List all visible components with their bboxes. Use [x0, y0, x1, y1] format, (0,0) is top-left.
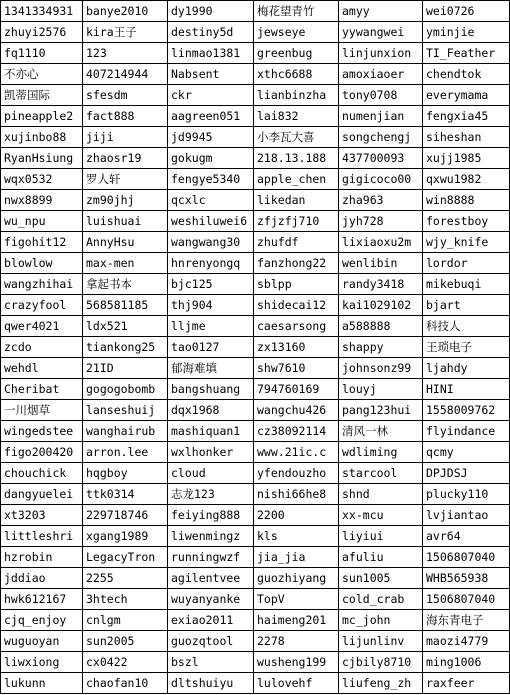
table-cell: a588888 [339, 316, 423, 337]
table-cell: chendtok [423, 64, 510, 85]
table-cell: 21ID [83, 358, 168, 379]
table-cell: likedan [254, 190, 339, 211]
table-cell: 1506807040 [423, 547, 510, 568]
table-cell: afuliu [339, 547, 423, 568]
table-cell: wanghairub [83, 421, 168, 442]
table-row [1, 358, 510, 379]
table-cell: bjart [423, 295, 510, 316]
table-cell: cjbily8710 [339, 652, 423, 673]
table-row [1, 85, 510, 106]
table-cell: zha963 [339, 190, 423, 211]
table-row [1, 232, 510, 253]
table-cell: chouchick [1, 463, 83, 484]
table-row [1, 43, 510, 64]
table-cell: 小李瓦大喜 [254, 127, 339, 148]
table-row [1, 631, 510, 652]
table-cell: forestboy [423, 211, 510, 232]
table-cell: 一川烟草 [1, 400, 83, 421]
table-row [1, 400, 510, 421]
table-cell: qwer4021 [1, 316, 83, 337]
table-cell: yfendouzho [254, 463, 339, 484]
table-cell: ming1006 [423, 652, 510, 673]
table-cell: amoxiaoer [339, 64, 423, 85]
table-cell: linmao1381 [168, 43, 254, 64]
table-row [1, 274, 510, 295]
table-cell: 清风一林 [339, 421, 423, 442]
table-cell: 1558009762 [423, 400, 510, 421]
table-cell: jyh728 [339, 211, 423, 232]
table-cell: wdliming [339, 442, 423, 463]
table-cell: avr64 [423, 526, 510, 547]
table-row [1, 568, 510, 589]
table-row [1, 169, 510, 190]
table-cell: jiji [83, 127, 168, 148]
table-cell: blowlow [1, 253, 83, 274]
table-cell: ljahdy [423, 358, 510, 379]
table-row [1, 253, 510, 274]
table-cell: dy1990 [168, 1, 254, 22]
table-cell: jddiao [1, 568, 83, 589]
table-cell: wuyanyanke [168, 589, 254, 610]
table-cell: wu_npu [1, 211, 83, 232]
table-cell: fanzhong22 [254, 253, 339, 274]
table-cell: qxwu1982 [423, 169, 510, 190]
table-cell: flyindance [423, 421, 510, 442]
table-cell: kira王子 [83, 22, 168, 43]
table-row [1, 547, 510, 568]
table-cell: mc_john [339, 610, 423, 631]
table-cell: fact888 [83, 106, 168, 127]
table-cell: dltshuiyu [168, 673, 254, 694]
table-cell: siheshan [423, 127, 510, 148]
table-cell: 123 [83, 43, 168, 64]
table-cell: yywangwei [339, 22, 423, 43]
table-cell: sun1005 [339, 568, 423, 589]
table-cell: 1506807040 [423, 589, 510, 610]
table-cell: 3htech [83, 589, 168, 610]
table-row [1, 211, 510, 232]
table-cell: chaofan10 [83, 673, 168, 694]
table-cell: pang123hui [339, 400, 423, 421]
table-cell: www.21ic.c [254, 442, 339, 463]
table-cell: banye2010 [83, 1, 168, 22]
table-cell: cz38092114 [254, 421, 339, 442]
table-row [1, 64, 510, 85]
table-cell: mashiquan1 [168, 421, 254, 442]
table-cell: littleshri [1, 526, 83, 547]
table-cell: xthc6688 [254, 64, 339, 85]
table-cell: hzrobin [1, 547, 83, 568]
table-row [1, 148, 510, 169]
table-cell: johnsonz99 [339, 358, 423, 379]
table-cell: guozhiyang [254, 568, 339, 589]
table-cell: lvjiantao [423, 505, 510, 526]
table-cell: 郁海难填 [168, 358, 254, 379]
table-cell: yminjie [423, 22, 510, 43]
table-row [1, 379, 510, 400]
table-cell: Cheribat [1, 379, 83, 400]
table-cell: gogogobomb [83, 379, 168, 400]
table-cell: tao0127 [168, 337, 254, 358]
table-cell: 407214944 [83, 64, 168, 85]
table-cell: shw7610 [254, 358, 339, 379]
table-cell: lianbinzha [254, 85, 339, 106]
table-cell: zhaosr19 [83, 148, 168, 169]
table-cell: 2278 [254, 631, 339, 652]
table-cell: lulovehf [254, 673, 339, 694]
table-cell: 梅花望青竹 [254, 1, 339, 22]
table-cell: xgang1989 [83, 526, 168, 547]
table-cell: gigicoco00 [339, 169, 423, 190]
table-cell: liyiui [339, 526, 423, 547]
table-cell: shnd [339, 484, 423, 505]
table-cell: 志龙123 [168, 484, 254, 505]
table-body [1, 1, 510, 694]
table-cell: lukunn [1, 673, 83, 694]
table-cell: jd9945 [168, 127, 254, 148]
table-cell: zhuyi2576 [1, 22, 83, 43]
table-cell: max-men [83, 253, 168, 274]
table-cell: qcmy [423, 442, 510, 463]
table-row [1, 190, 510, 211]
table-cell: kls [254, 526, 339, 547]
table-cell: gokugm [168, 148, 254, 169]
table-cell: linjunxion [339, 43, 423, 64]
table-cell: songchengj [339, 127, 423, 148]
table-cell: dangyuelei [1, 484, 83, 505]
table-cell: lixiaoxu2m [339, 232, 423, 253]
table-cell: wangzhihai [1, 274, 83, 295]
table-cell: apple_chen [254, 169, 339, 190]
table-row [1, 610, 510, 631]
table-cell: aagreen051 [168, 106, 254, 127]
table-row [1, 1, 510, 22]
table-cell: xujinbo88 [1, 127, 83, 148]
table-cell: hnrenyongq [168, 253, 254, 274]
table-cell: amyy [339, 1, 423, 22]
table-cell: wqx0532 [1, 169, 83, 190]
table-cell: agilentvee [168, 568, 254, 589]
table-cell: sun2005 [83, 631, 168, 652]
table-cell: wusheng199 [254, 652, 339, 673]
table-cell: sblpp [254, 274, 339, 295]
table-cell: luishuai [83, 211, 168, 232]
table-row [1, 463, 510, 484]
table-cell: DPJDSJ [423, 463, 510, 484]
table-cell: wjy_knife [423, 232, 510, 253]
table-cell: 科技人 [423, 316, 510, 337]
table-row [1, 295, 510, 316]
table-cell: zhufdf [254, 232, 339, 253]
table-cell: xujj1985 [423, 148, 510, 169]
table-cell: fq1110 [1, 43, 83, 64]
table-cell: hwk612167 [1, 589, 83, 610]
table-row [1, 337, 510, 358]
table-cell: fengxia45 [423, 106, 510, 127]
table-cell: figohit12 [1, 232, 83, 253]
table-cell: xt3203 [1, 505, 83, 526]
table-cell: thj904 [168, 295, 254, 316]
table-cell: lljme [168, 316, 254, 337]
table-cell: TI_Feather [423, 43, 510, 64]
table-cell: dqx1968 [168, 400, 254, 421]
table-cell: wehdl [1, 358, 83, 379]
table-cell: lordor [423, 253, 510, 274]
table-cell: 罗人轩 [83, 169, 168, 190]
table-cell: wxlhonker [168, 442, 254, 463]
table-row [1, 526, 510, 547]
table-row [1, 106, 510, 127]
table-cell: haimeng201 [254, 610, 339, 631]
table-cell: 229718746 [83, 505, 168, 526]
table-cell: zcdo [1, 337, 83, 358]
table-cell: LegacyTron [83, 547, 168, 568]
table-cell: TopV [254, 589, 339, 610]
table-row [1, 484, 510, 505]
table-cell: guozqtool [168, 631, 254, 652]
table-cell: tiankong25 [83, 337, 168, 358]
table-cell: bangshuang [168, 379, 254, 400]
table-row [1, 442, 510, 463]
table-row [1, 505, 510, 526]
table-cell: louyj [339, 379, 423, 400]
table-cell: 海东青电子 [423, 610, 510, 631]
table-cell: numenjian [339, 106, 423, 127]
table-cell: tony0708 [339, 85, 423, 106]
table-cell: caesarsong [254, 316, 339, 337]
table-cell: liwenmingz [168, 526, 254, 547]
table-cell: zx13160 [254, 337, 339, 358]
table-cell: bszl [168, 652, 254, 673]
table-cell: lijunlinv [339, 631, 423, 652]
table-cell: 拿起书本 [83, 274, 168, 295]
table-cell: bjc125 [168, 274, 254, 295]
table-row [1, 127, 510, 148]
table-row [1, 673, 510, 694]
table-cell: hqgboy [83, 463, 168, 484]
table-cell: exiao2011 [168, 610, 254, 631]
table-cell: wuguoyan [1, 631, 83, 652]
table-cell: lanseshuij [83, 400, 168, 421]
table-cell: qcxlc [168, 190, 254, 211]
table-cell: 王琐电子 [423, 337, 510, 358]
table-cell: cjq_enjoy [1, 610, 83, 631]
table-cell: weshiluwei6 [168, 211, 254, 232]
table-cell: Nabsent [168, 64, 254, 85]
table-cell: fengye5340 [168, 169, 254, 190]
table-cell: ldx521 [83, 316, 168, 337]
table-cell: win8888 [423, 190, 510, 211]
table-cell: WHB565938 [423, 568, 510, 589]
table-cell: cold_crab [339, 589, 423, 610]
table-cell: cx0422 [83, 652, 168, 673]
table-cell: 437700093 [339, 148, 423, 169]
table-row [1, 652, 510, 673]
table-cell: jia_jia [254, 547, 339, 568]
table-cell: pineapple2 [1, 106, 83, 127]
table-cell: 不亦心 [1, 64, 83, 85]
table-cell: 2255 [83, 568, 168, 589]
table-cell: starcool [339, 463, 423, 484]
table-cell: 794760169 [254, 379, 339, 400]
table-cell: ttk0314 [83, 484, 168, 505]
table-cell: randy3418 [339, 274, 423, 295]
table-cell: 凯蒂国际 [1, 85, 83, 106]
table-cell: nishi66he8 [254, 484, 339, 505]
table-cell: greenbug [254, 43, 339, 64]
table-cell: 568581185 [83, 295, 168, 316]
table-cell: raxfeer [423, 673, 510, 694]
table-cell: shappy [339, 337, 423, 358]
table-cell: zfjzfj710 [254, 211, 339, 232]
table-cell: ckr [168, 85, 254, 106]
table-cell: everymama [423, 85, 510, 106]
table-cell: destiny5d [168, 22, 254, 43]
table-cell: liwxiong [1, 652, 83, 673]
table-cell: figo200420 [1, 442, 83, 463]
table-cell: liufeng_zh [339, 673, 423, 694]
table-cell: 218.13.188 [254, 148, 339, 169]
table-cell: mikebuqi [423, 274, 510, 295]
table-cell: lai832 [254, 106, 339, 127]
table-cell: arron.lee [83, 442, 168, 463]
table-cell: wangwang30 [168, 232, 254, 253]
table-row [1, 316, 510, 337]
table-cell: cloud [168, 463, 254, 484]
table-cell: wangchu426 [254, 400, 339, 421]
table-cell: feiying888 [168, 505, 254, 526]
table-cell: jewseye [254, 22, 339, 43]
table-cell: wingedstee [1, 421, 83, 442]
table-cell: wenlibin [339, 253, 423, 274]
table-cell: crazyfool [1, 295, 83, 316]
table-cell: RyanHsiung [1, 148, 83, 169]
table-cell: plucky110 [423, 484, 510, 505]
table-cell: 1341334931 [1, 1, 83, 22]
table-cell: wei0726 [423, 1, 510, 22]
table-cell: xx-mcu [339, 505, 423, 526]
table-row [1, 22, 510, 43]
table-cell: HINI [423, 379, 510, 400]
table-cell: 2200 [254, 505, 339, 526]
table-cell: cnlgm [83, 610, 168, 631]
table-cell: runningwzf [168, 547, 254, 568]
table-cell: shidecai12 [254, 295, 339, 316]
table-row [1, 421, 510, 442]
table-cell: sfesdm [83, 85, 168, 106]
table-cell: maozi4779 [423, 631, 510, 652]
table-cell: AnnyHsu [83, 232, 168, 253]
table-cell: kai1029102 [339, 295, 423, 316]
table-cell: nwx8899 [1, 190, 83, 211]
table-row [1, 589, 510, 610]
table-cell: zm90jhj [83, 190, 168, 211]
